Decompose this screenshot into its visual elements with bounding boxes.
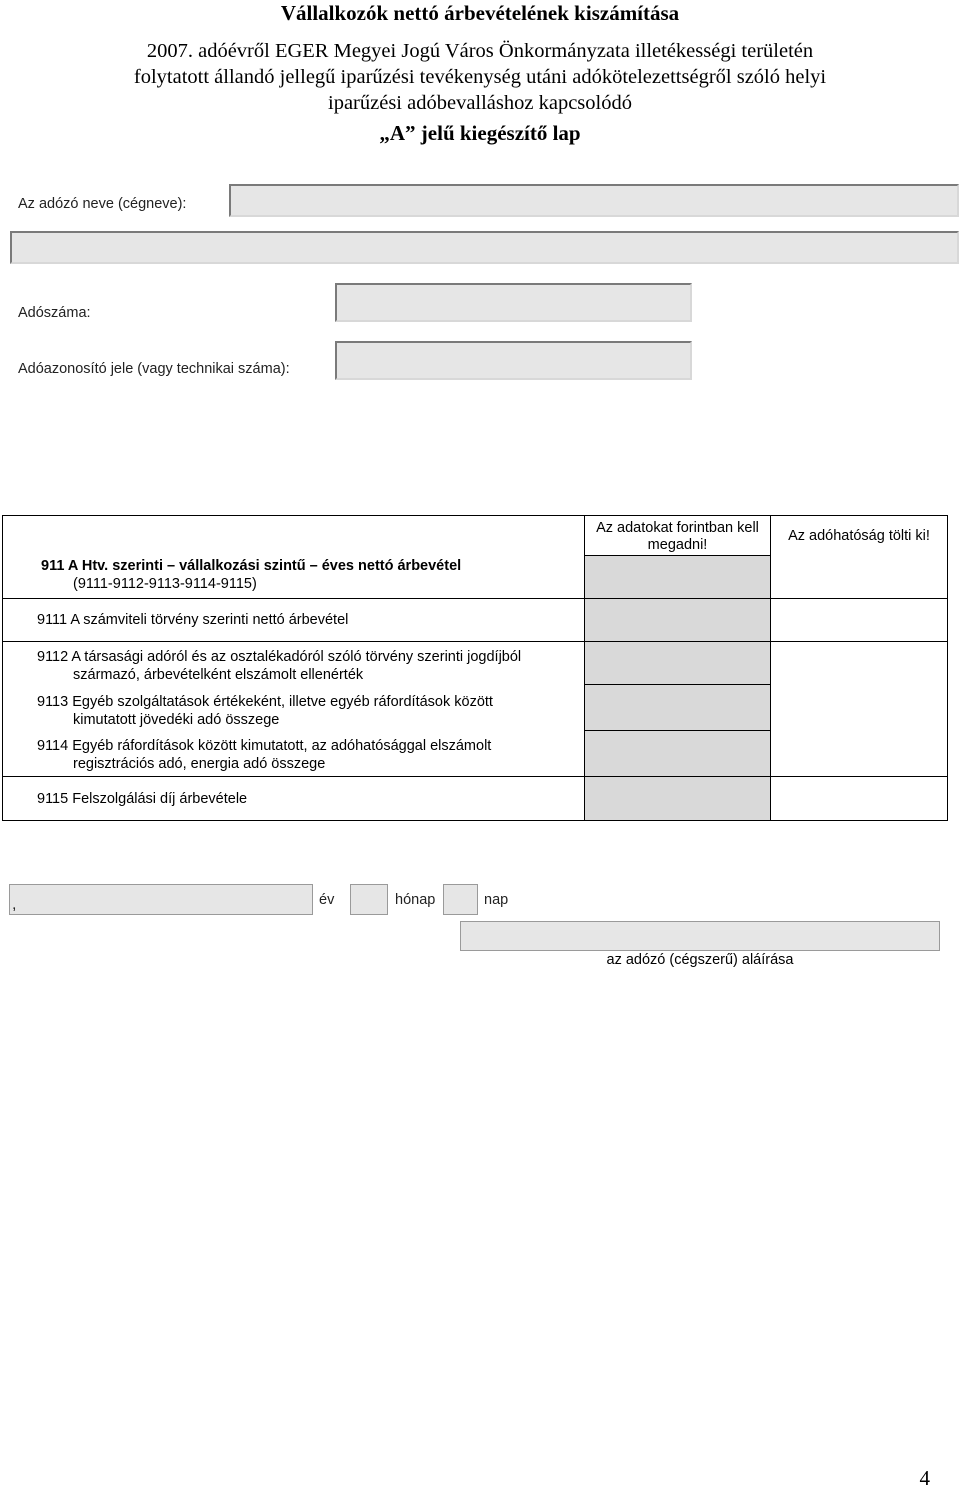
- tax-number-field[interactable]: [335, 283, 692, 322]
- revenue-table: [2, 515, 948, 821]
- amount-cell-9112[interactable]: [585, 642, 770, 684]
- amount-column-header: Az adatokat forintban kell megadni!: [596, 520, 759, 553]
- row-9114-line-2: regisztrációs adó, energia adó összege: [73, 756, 326, 772]
- subtitle-line-2: folytatott állandó jellegű iparűzési tevékenység utáni adókötelezettségről szóló helyi: [133, 66, 827, 88]
- place-comma: ,: [12, 896, 17, 913]
- tax-id-field[interactable]: [335, 341, 692, 380]
- row-9113-line-2: kimutatott jövedéki adó összege: [73, 712, 280, 728]
- sheet-label: „A” jelű kiegészítő lap: [379, 121, 581, 145]
- row-9114-line-1: 9114 Egyéb ráfordítások között kimutatott, az adóhatósággal elszámolt: [37, 738, 492, 754]
- row-divider: [3, 776, 947, 777]
- main-row-code: 911 A Htv.: [41, 558, 109, 574]
- table-col-divider-2: [770, 516, 771, 820]
- subtitle-line-1: 2007. adóévről EGER Megyei Jogú Város Önkormányzata illetékességi területén: [146, 40, 814, 62]
- taxpayer-name-label: Az adózó neve (cégneve):: [18, 196, 187, 212]
- subtitle-line-3: iparűzési adóbevalláshoz kapcsolódó: [328, 92, 632, 114]
- amount-cell-9113[interactable]: [585, 685, 770, 730]
- row-9115: 9115 Felszolgálási díj árbevétele: [37, 791, 248, 807]
- form-subtitle: [0, 38, 960, 116]
- month-field[interactable]: [350, 884, 388, 915]
- authority-column-header: Az adóhatóság tölti ki!: [788, 528, 930, 544]
- amount-cell-9114[interactable]: [585, 731, 770, 776]
- month-label: hónap: [395, 892, 436, 908]
- page-number: 4: [919, 1466, 930, 1490]
- row-9112-line-2: származó, árbevételként elszámolt ellenérték: [73, 667, 364, 683]
- place-field[interactable]: [9, 884, 313, 915]
- row-divider: [3, 598, 947, 599]
- amount-cell-911[interactable]: [585, 556, 770, 598]
- day-label: nap: [484, 892, 509, 908]
- row-9111: 9111 A számviteli törvény szerinti nettó árbevétel: [37, 612, 349, 628]
- tax-id-label: Adóazonosító jele (vagy technikai száma):: [18, 361, 290, 377]
- main-row-text: szerinti – vállalkozási szintű – éves nettó árbevétel: [112, 558, 462, 574]
- day-field[interactable]: [443, 884, 478, 915]
- row-divider: [584, 684, 771, 685]
- amount-cell-9111[interactable]: [585, 599, 770, 641]
- form-title: Vállalkozók nettó árbevételének kiszámítása: [280, 1, 680, 25]
- row-divider: [3, 641, 947, 642]
- amount-header-divider: [584, 555, 771, 556]
- tax-number-label: Adószáma:: [18, 305, 91, 321]
- row-divider: [584, 730, 771, 731]
- amount-cell-9115[interactable]: [585, 777, 770, 820]
- main-row-label: [41, 558, 461, 575]
- taxpayer-name-field[interactable]: [229, 184, 959, 217]
- signature-field[interactable]: [460, 921, 940, 951]
- signature-label: az adózó (cégszerű) aláírása: [606, 952, 794, 968]
- year-label: év: [319, 892, 335, 908]
- row-9113-line-1: 9113 Egyéb szolgáltatások értékeként, illetve egyéb ráfordítások között: [37, 694, 493, 710]
- row-9112-line-1: 9112 A társasági adóról és az osztalékadóról szóló törvény szerinti jogdíjból: [37, 649, 522, 665]
- taxpayer-name-field-line-2[interactable]: [10, 231, 959, 264]
- main-row-sub: (9111-9112-9113-9114-9115): [73, 576, 257, 592]
